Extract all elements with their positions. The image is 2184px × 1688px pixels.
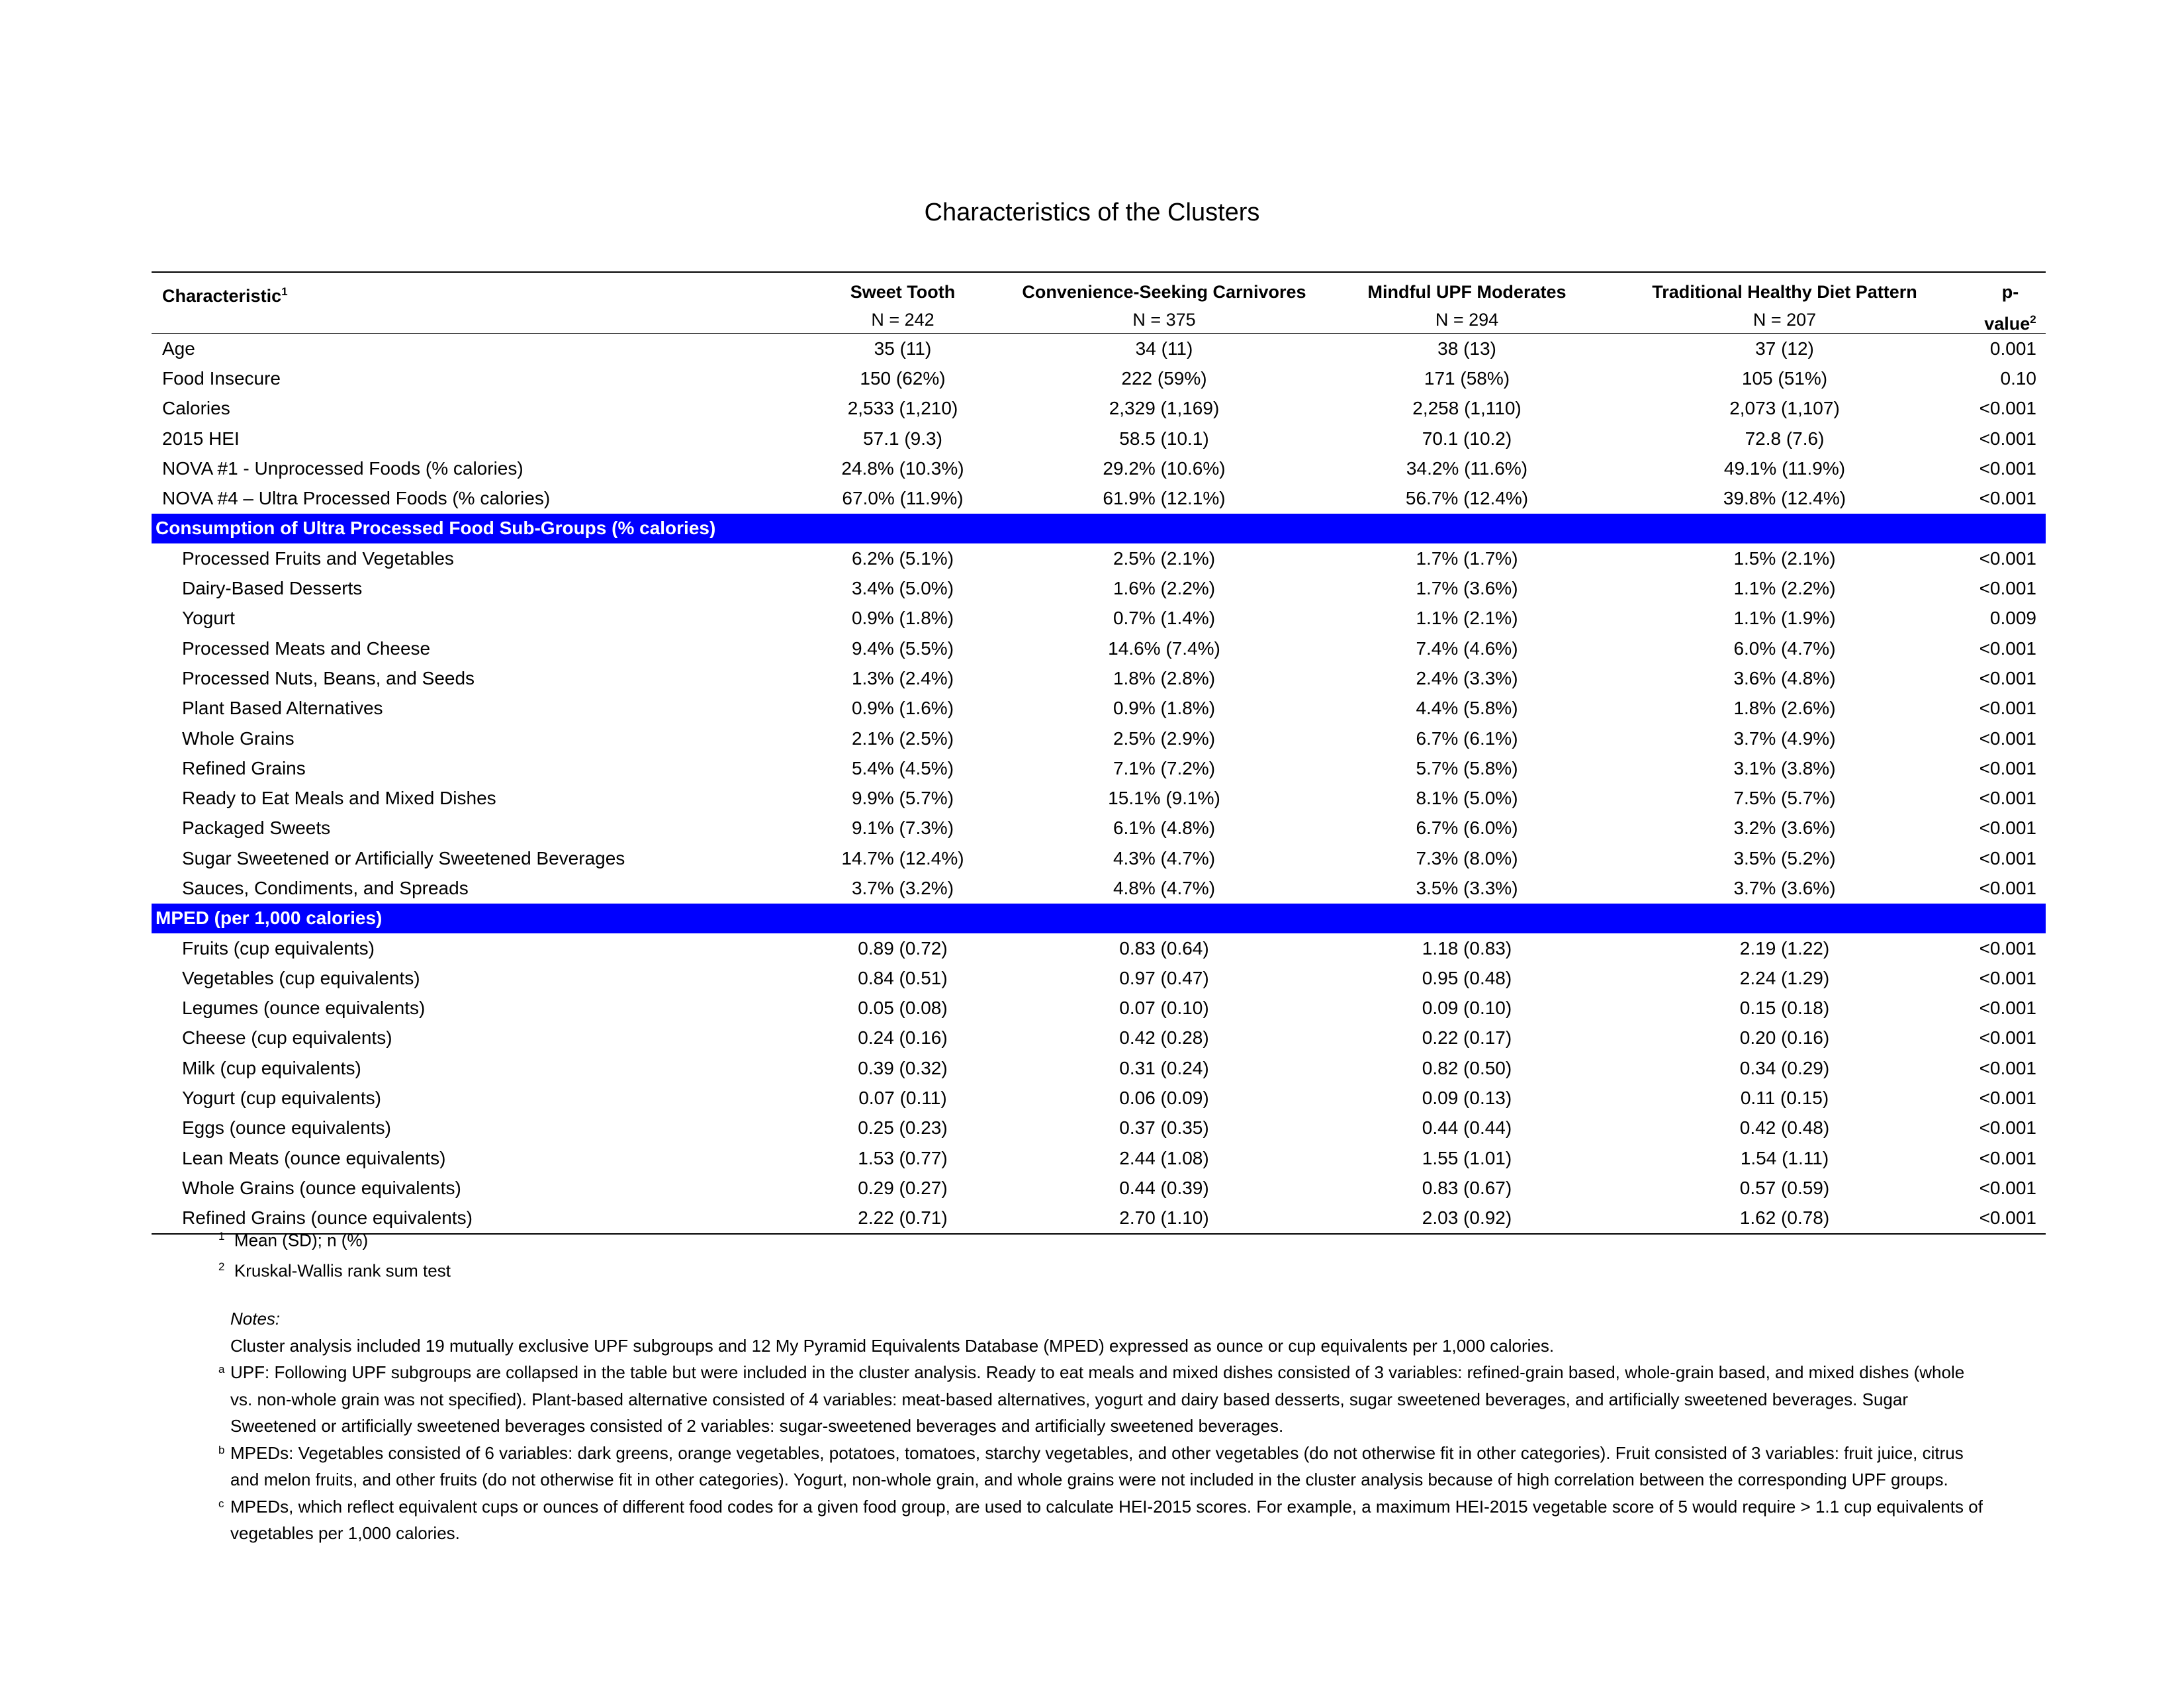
table-row: [152, 1023, 2046, 1053]
cell-value: 0.84 (0.51): [858, 967, 948, 988]
cell-value: 2.44 (1.08): [1119, 1147, 1209, 1168]
row-label: Packaged Sweets: [182, 818, 331, 839]
cell-value: 1.1% (2.1%): [1416, 608, 1518, 629]
p-value-line1: p-: [2001, 282, 2019, 302]
p-value: <0.001: [1979, 398, 2036, 419]
cell-value: 6.7% (6.1%): [1416, 727, 1518, 749]
cell-value: 2.22 (0.71): [858, 1207, 948, 1229]
cell-value: 2.5% (2.9%): [1113, 727, 1216, 749]
cell-value: 0.57 (0.59): [1739, 1177, 1830, 1198]
cell-value: 1.18 (0.83): [1422, 937, 1512, 959]
cell-value: 0.37 (0.35): [1119, 1117, 1209, 1139]
cell-value: 0.9% (1.6%): [851, 698, 954, 719]
table-row: [152, 783, 2046, 813]
row-label: Lean Meats (ounce equivalents): [182, 1147, 446, 1168]
note-text: MPEDs: Vegetables consisted of 6 variables: dark greens, orange vegetables, potatoes, tomatoes, starchy vegetables, and other vegetables (do not otherwise fit in other categories). Fruit consisted of 3 variables: fruit juice, citrus and melon fruits, and other fruits (do not otherwise fit in other categories). Yogurt, non-whole grain, and whole grains were not included in the cluster analysis because of high correlation between the corresponding UPF groups.: [230, 1442, 1964, 1489]
column-name: Traditional Healthy Diet Pattern: [1652, 282, 1917, 302]
cell-value: 0.83 (0.64): [1119, 937, 1209, 959]
p-value: <0.001: [1979, 998, 2036, 1019]
cell-value: 7.4% (4.6%): [1416, 637, 1518, 659]
cell-value: 0.9% (1.8%): [1113, 698, 1216, 719]
note-mark: a: [218, 1363, 225, 1376]
table-row: [152, 994, 2046, 1023]
p-value: <0.001: [1979, 1147, 2036, 1168]
cell-value: 2.03 (0.92): [1422, 1207, 1512, 1229]
row-label: Ready to Eat Meals and Mixed Dishes: [182, 788, 496, 809]
table-row: [152, 933, 2046, 963]
table-row: [152, 604, 2046, 633]
cell-value: 4.3% (4.7%): [1113, 847, 1216, 868]
cell-value: 2,073 (1,107): [1729, 398, 1840, 419]
table-row: [152, 483, 2046, 513]
p-value: <0.001: [1979, 967, 2036, 988]
header-convenience-seeking-carnivores: [1002, 278, 1326, 334]
cell-value: 0.42 (0.28): [1119, 1027, 1209, 1049]
p-value: <0.001: [1979, 877, 2036, 898]
note-mark: b: [218, 1443, 225, 1456]
p-value: <0.001: [1979, 818, 2036, 839]
table-row: [152, 873, 2046, 903]
note-c: [218, 1493, 1984, 1547]
p-value: <0.001: [1979, 698, 2036, 719]
cell-value: 0.09 (0.13): [1422, 1088, 1512, 1109]
header-sweet-tooth: [803, 278, 1002, 334]
notes-heading: Notes:: [230, 1309, 281, 1329]
cell-value: 222 (59%): [1121, 367, 1207, 389]
cell-value: 3.2% (3.6%): [1733, 818, 1836, 839]
cell-value: 9.9% (5.7%): [851, 788, 954, 809]
cell-value: 0.25 (0.23): [858, 1117, 948, 1139]
cell-value: 6.7% (6.0%): [1416, 818, 1518, 839]
cell-value: 2,258 (1,110): [1412, 398, 1522, 419]
cell-value: 0.95 (0.48): [1422, 967, 1512, 988]
cell-value: 7.3% (8.0%): [1416, 847, 1518, 868]
cell-value: 4.8% (4.7%): [1113, 877, 1216, 898]
cell-value: 0.89 (0.72): [858, 937, 948, 959]
table-row: [152, 633, 2046, 663]
row-label: Legumes (ounce equivalents): [182, 998, 426, 1019]
p-value: <0.001: [1979, 1177, 2036, 1198]
page-title: Characteristics of the Clusters: [924, 199, 1260, 226]
row-label: Refined Grains (ounce equivalents): [182, 1207, 473, 1229]
note-text: MPEDs, which reflect equivalent cups or ounces of different food codes for a given food group, are used to calculate HEI-2015 scores. For example, a maximum HEI-2015 vegetable score of 5 would require > 1.1 cup equivalents of vegetables per 1,000 calories.: [230, 1496, 1983, 1543]
cell-value: 0.05 (0.08): [858, 998, 948, 1019]
cell-value: 37 (12): [1755, 338, 1814, 359]
table-row: [152, 1143, 2046, 1173]
cell-value: 0.42 (0.48): [1739, 1117, 1830, 1139]
p-value: <0.001: [1979, 547, 2036, 569]
row-label: 2015 HEI: [162, 428, 240, 449]
cell-value: 3.1% (3.8%): [1733, 757, 1836, 778]
cell-value: 14.7% (12.4%): [841, 847, 964, 868]
row-label: Fruits (cup equivalents): [182, 937, 375, 959]
section-upf-subgroups: Consumption of Ultra Processed Food Sub-Groups (% calories): [152, 514, 2046, 543]
cell-value: 4.4% (5.8%): [1416, 698, 1518, 719]
note-mark: c: [218, 1497, 224, 1510]
row-label: Processed Meats and Cheese: [182, 637, 431, 659]
column-name: Mindful UPF Moderates: [1367, 282, 1567, 302]
cell-value: 58.5 (10.1): [1119, 428, 1209, 449]
mped-rows: [152, 933, 2046, 1233]
cell-value: 0.44 (0.39): [1119, 1177, 1209, 1198]
section-mped: MPED (per 1,000 calories): [152, 904, 2046, 933]
footnote-text: Kruskal-Wallis rank sum test: [234, 1260, 451, 1281]
row-label: Milk (cup equivalents): [182, 1057, 361, 1078]
footnote-text: Mean (SD); n (%): [234, 1230, 369, 1250]
column-n: N = 207: [1752, 310, 1817, 330]
cell-value: 56.7% (12.4%): [1405, 488, 1529, 509]
row-label: Whole Grains (ounce equivalents): [182, 1177, 461, 1198]
table-row: [152, 963, 2046, 993]
header-p-value: [1962, 278, 2046, 338]
table-row: [152, 663, 2046, 693]
column-name: Sweet Tooth: [850, 282, 956, 302]
cell-value: 1.7% (1.7%): [1416, 547, 1518, 569]
cell-value: 0.11 (0.15): [1740, 1088, 1829, 1109]
row-label: NOVA #1 - Unprocessed Foods (% calories): [162, 457, 523, 479]
cell-value: 0.20 (0.16): [1739, 1027, 1830, 1049]
cell-value: 6.2% (5.1%): [851, 547, 954, 569]
cell-value: 105 (51%): [1741, 367, 1828, 389]
table-row: [152, 334, 2046, 363]
column-n: N = 294: [1435, 310, 1499, 330]
cell-value: 150 (62%): [860, 367, 946, 389]
p-value: <0.001: [1979, 1117, 2036, 1139]
cell-value: 3.7% (4.9%): [1733, 727, 1836, 749]
cell-value: 6.0% (4.7%): [1733, 637, 1836, 659]
cell-value: 70.1 (10.2): [1422, 428, 1512, 449]
cell-value: 3.6% (4.8%): [1733, 667, 1836, 688]
cell-value: 1.5% (2.1%): [1733, 547, 1836, 569]
cell-value: 67.0% (11.9%): [842, 488, 964, 509]
cell-value: 1.8% (2.8%): [1113, 667, 1216, 688]
table-row: [152, 753, 2046, 783]
p-value: 0.10: [2000, 367, 2036, 389]
row-label: Processed Nuts, Beans, and Seeds: [182, 667, 475, 688]
cell-value: 1.53 (0.77): [858, 1147, 948, 1168]
cell-value: 0.39 (0.32): [858, 1057, 948, 1078]
cell-value: 0.07 (0.10): [1119, 998, 1209, 1019]
row-label: Food Insecure: [162, 367, 281, 389]
upf-rows: [152, 543, 2046, 904]
table-header: [152, 273, 2046, 334]
p-value: <0.001: [1979, 667, 2036, 688]
cell-value: 2.24 (1.29): [1739, 967, 1830, 988]
cell-value: 5.4% (4.5%): [851, 757, 954, 778]
table-row: [152, 573, 2046, 603]
row-label: Eggs (ounce equivalents): [182, 1117, 391, 1139]
header-characteristic-label: Characteristic: [162, 286, 282, 306]
cell-value: 15.1% (9.1%): [1108, 788, 1220, 809]
cell-value: 1.3% (2.4%): [851, 667, 954, 688]
cell-value: 3.5% (3.3%): [1416, 877, 1518, 898]
note-a: [218, 1359, 1984, 1440]
column-n: N = 242: [871, 310, 934, 330]
row-label: Processed Fruits and Vegetables: [182, 547, 454, 569]
p-value: <0.001: [1979, 727, 2036, 749]
p-value: <0.001: [1979, 1027, 2036, 1049]
cell-value: 0.22 (0.17): [1422, 1027, 1512, 1049]
cell-value: 72.8 (7.6): [1745, 428, 1825, 449]
cell-value: 2,329 (1,169): [1109, 398, 1220, 419]
p-value: <0.001: [1979, 847, 2036, 868]
footnote-mark: 1: [218, 1230, 225, 1243]
row-label: Yogurt (cup equivalents): [182, 1088, 381, 1109]
cell-value: 5.7% (5.8%): [1416, 757, 1518, 778]
cell-value: 1.8% (2.6%): [1733, 698, 1836, 719]
notes-intro: Cluster analysis included 19 mutually exclusive UPF subgroups and 12 My Pyramid Equivalents Database (MPED) expressed as ounce or cup equivalents per 1,000 calories.: [230, 1335, 1555, 1356]
table-row: [152, 453, 2046, 483]
column-name: Convenience-Seeking Carnivores: [1022, 282, 1306, 302]
cell-value: 49.1% (11.9%): [1723, 457, 1846, 479]
main-rows: [152, 334, 2046, 514]
p-value: <0.001: [1979, 457, 2036, 479]
cell-value: 2.19 (1.22): [1739, 937, 1830, 959]
row-label: NOVA #4 – Ultra Processed Foods (% calories): [162, 488, 551, 509]
cell-value: 38 (13): [1437, 338, 1496, 359]
cell-value: 0.06 (0.09): [1119, 1088, 1209, 1109]
table-row: [152, 814, 2046, 843]
p-value: <0.001: [1979, 488, 2036, 509]
row-label: Whole Grains: [182, 727, 295, 749]
table-row: [152, 1173, 2046, 1203]
table-row: [152, 394, 2046, 424]
cell-value: 34 (11): [1135, 338, 1193, 359]
table-row: [152, 843, 2046, 873]
p-value: 0.001: [1989, 338, 2036, 359]
row-label: Plant Based Alternatives: [182, 698, 383, 719]
table-row: [152, 1083, 2046, 1113]
p-value: 0.009: [1989, 608, 2036, 629]
cell-value: 8.1% (5.0%): [1416, 788, 1518, 809]
p-value: <0.001: [1979, 788, 2036, 809]
row-label: Calories: [162, 398, 230, 419]
cell-value: 0.24 (0.16): [858, 1027, 948, 1049]
cell-value: 1.62 (0.78): [1739, 1207, 1830, 1229]
cell-value: 0.09 (0.10): [1422, 998, 1512, 1019]
cell-value: 0.44 (0.44): [1422, 1117, 1512, 1139]
cell-value: 0.31 (0.24): [1119, 1057, 1209, 1078]
cell-value: 3.4% (5.0%): [851, 578, 954, 599]
cell-value: 3.7% (3.6%): [1733, 877, 1836, 898]
header-characteristic: [152, 278, 803, 310]
p-value: <0.001: [1979, 578, 2036, 599]
table-row: [152, 543, 2046, 573]
p-value: <0.001: [1979, 757, 2036, 778]
table-row: [152, 424, 2046, 453]
column-n: N = 375: [1132, 310, 1196, 330]
cell-value: 0.7% (1.4%): [1113, 608, 1216, 629]
p-value: <0.001: [1979, 937, 2036, 959]
characteristics-table: [152, 271, 2046, 1235]
cell-value: 35 (11): [874, 338, 932, 359]
p-value-line2: value: [1984, 314, 2030, 334]
cell-value: 3.5% (5.2%): [1733, 847, 1836, 868]
note-b: [218, 1440, 1984, 1493]
cell-value: 0.82 (0.50): [1422, 1057, 1512, 1078]
header-mindful-upf-moderates: [1326, 278, 1608, 334]
cell-value: 7.1% (7.2%): [1113, 757, 1216, 778]
footnote-ref: 1: [281, 285, 288, 298]
cell-value: 39.8% (12.4%): [1723, 488, 1846, 509]
cell-value: 1.6% (2.2%): [1113, 578, 1216, 599]
cell-value: 1.7% (3.6%): [1416, 578, 1518, 599]
row-label: Sauces, Condiments, and Spreads: [182, 877, 469, 898]
row-label: Refined Grains: [182, 757, 306, 778]
cell-value: 7.5% (5.7%): [1733, 788, 1836, 809]
p-value: <0.001: [1979, 1088, 2036, 1109]
cell-value: 171 (58%): [1424, 367, 1510, 389]
cell-value: 0.34 (0.29): [1739, 1057, 1830, 1078]
row-label: Age: [162, 338, 195, 359]
table-row: [152, 724, 2046, 753]
row-label: Sugar Sweetened or Artificially Sweetened Beverages: [182, 847, 625, 868]
cell-value: 3.7% (3.2%): [851, 877, 954, 898]
cell-value: 9.4% (5.5%): [851, 637, 954, 659]
cell-value: 0.29 (0.27): [858, 1177, 948, 1198]
row-label: Cheese (cup equivalents): [182, 1027, 392, 1049]
cell-value: 14.6% (7.4%): [1108, 637, 1220, 659]
cell-value: 34.2% (11.6%): [1406, 457, 1528, 479]
cell-value: 24.8% (10.3%): [841, 457, 964, 479]
cell-value: 0.9% (1.8%): [851, 608, 954, 629]
cell-value: 2.70 (1.10): [1119, 1207, 1209, 1229]
cell-value: 0.83 (0.67): [1422, 1177, 1512, 1198]
p-value: <0.001: [1979, 1057, 2036, 1078]
cell-value: 61.9% (12.1%): [1103, 488, 1226, 509]
cell-value: 1.54 (1.11): [1740, 1147, 1829, 1168]
notes: [218, 1305, 1984, 1547]
cell-value: 29.2% (10.6%): [1103, 457, 1226, 479]
cell-value: 2.4% (3.3%): [1416, 667, 1518, 688]
cell-value: 0.15 (0.18): [1739, 998, 1830, 1019]
footnote-mark: 2: [218, 1260, 225, 1273]
header-traditional-healthy-diet-pattern: [1608, 278, 1962, 334]
footnote-2: [218, 1260, 451, 1282]
cell-value: 1.1% (1.9%): [1733, 608, 1836, 629]
table-row: [152, 1113, 2046, 1143]
row-label: Yogurt: [182, 608, 235, 629]
table-row: [152, 1053, 2046, 1083]
cell-value: 2.1% (2.5%): [851, 727, 954, 749]
cell-value: 1.1% (2.2%): [1733, 578, 1836, 599]
p-value: <0.001: [1979, 428, 2036, 449]
cell-value: 0.97 (0.47): [1119, 967, 1209, 988]
row-label: Vegetables (cup equivalents): [182, 967, 420, 988]
cell-value: 9.1% (7.3%): [851, 818, 954, 839]
cell-value: 2.5% (2.1%): [1113, 547, 1216, 569]
footnote-1: [218, 1230, 368, 1251]
cell-value: 2,533 (1,210): [847, 398, 958, 419]
table-row: [152, 363, 2046, 393]
cell-value: 6.1% (4.8%): [1113, 818, 1216, 839]
row-label: Dairy-Based Desserts: [182, 578, 363, 599]
note-text: UPF: Following UPF subgroups are collapsed in the table but were included in the cluster analysis. Ready to eat meals and mixed dishes consisted of 3 variables: refined-grain based, whole-grain based, and mixed dishes (whole vs. non-whole grain was not specified). Plant-based alternative consisted of 4 variables: meat-based alternatives, yogurt and dairy based desserts, sugar sweetened beverages, and artificially sweetened beverages. Sugar Sweetened or artificially sweetened beverages consisted of 2 variables: sugar-sweetened beverages and artificially sweetened beverages.: [230, 1362, 1965, 1436]
table-row: [152, 694, 2046, 724]
p-value: <0.001: [1979, 1207, 2036, 1229]
footnote-ref: 2: [2030, 313, 2036, 326]
cell-value: 0.07 (0.11): [858, 1088, 947, 1109]
p-value: <0.001: [1979, 637, 2036, 659]
cell-value: 57.1 (9.3): [863, 428, 942, 449]
cell-value: 1.55 (1.01): [1422, 1147, 1512, 1168]
table-row: [152, 1203, 2046, 1233]
